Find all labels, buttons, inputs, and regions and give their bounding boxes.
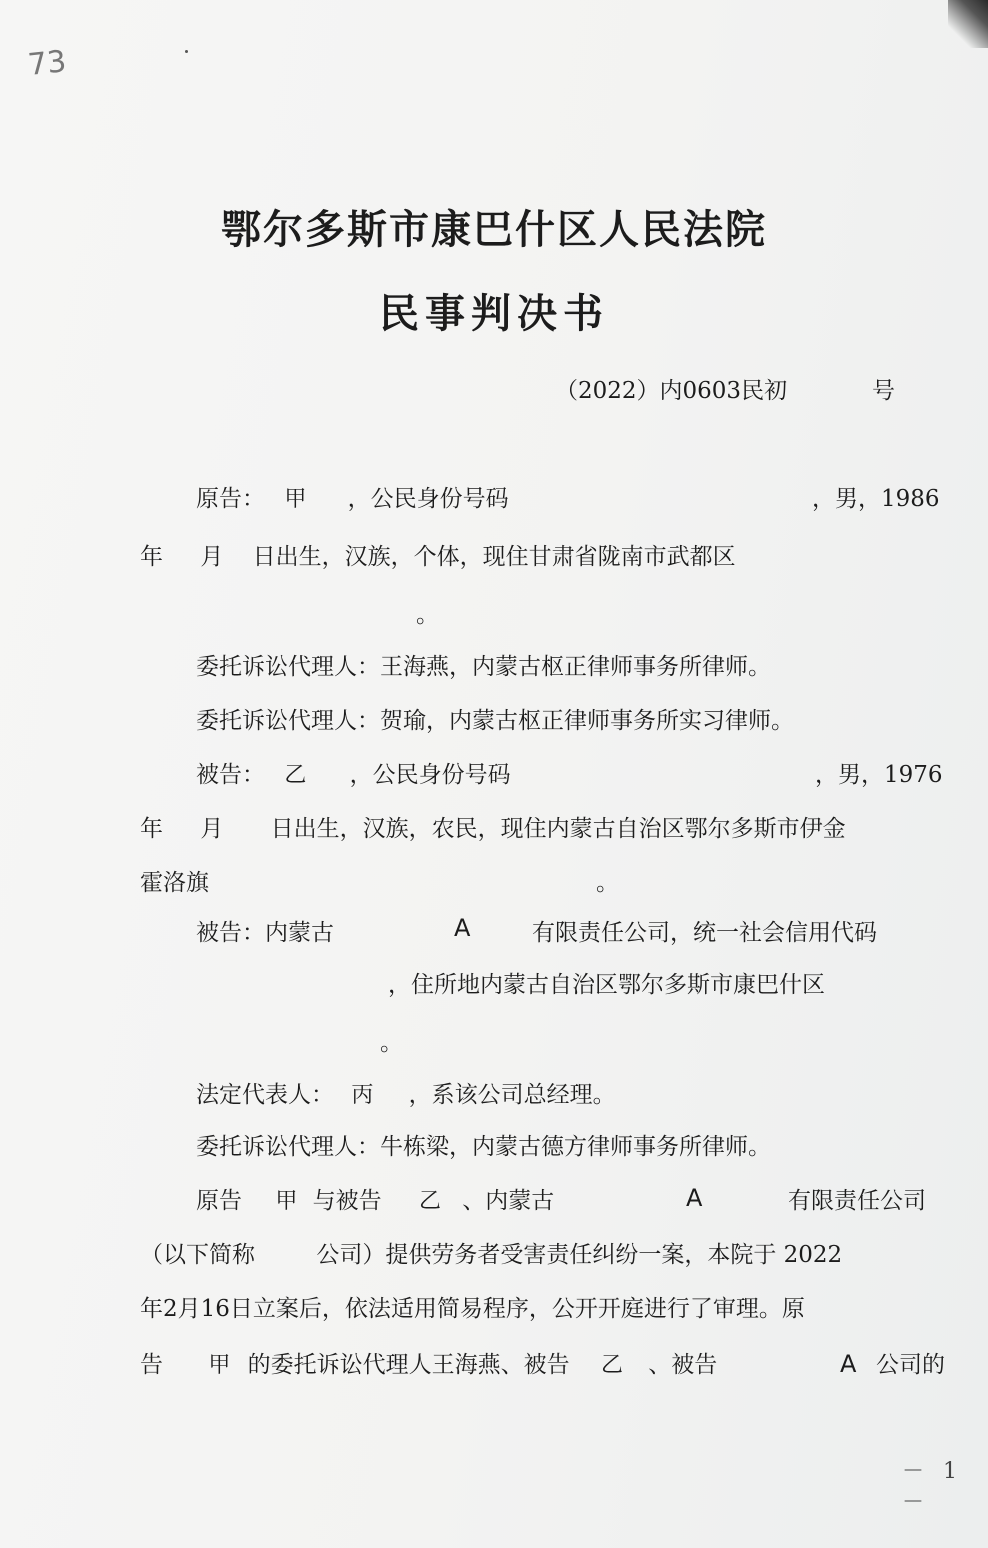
defendant1-label: 被告： [196, 762, 265, 788]
plaintiff-line-1 [196, 480, 509, 513]
defendant2-label: 被告：内蒙古 [196, 920, 334, 946]
document-type-title: 民事判决书 [379, 290, 609, 337]
defendant1-month: 月 [200, 816, 224, 842]
body-name-defendant2: A [686, 1184, 703, 1212]
page-corner-shadow [948, 0, 988, 48]
defendant1-name: 乙 [284, 763, 307, 788]
plaintiff-agent-2: 委托诉讼代理人：贺瑜，内蒙古枢正律师事务所实习律师。 [196, 708, 794, 734]
case-number-text: （2022）内0603民初 [555, 378, 788, 404]
body-line-3: 年2月16日立案后，依法适用简易程序，公开开庭进行了审理。原 [140, 1296, 805, 1322]
defendant2-line-1 [196, 914, 334, 947]
body-l4-name3: A [840, 1350, 857, 1378]
defendant1-end: 。 [596, 870, 619, 896]
defendant1-id-label: ，公民身份号码 [349, 762, 511, 788]
body-plaintiff-word: 原告 [196, 1188, 242, 1214]
defendant-agent: 委托诉讼代理人：牛栋梁，内蒙古德方律师事务所律师。 [196, 1134, 771, 1160]
legal-rep-name: 丙 [351, 1083, 374, 1108]
defendant2-detail: 有限责任公司，统一社会信用代码 [532, 920, 877, 946]
case-number [555, 372, 895, 405]
body-l4-name2: 乙 [600, 1353, 623, 1378]
plaintiff-name: 甲 [284, 487, 307, 512]
plaintiff-year: 年 [140, 544, 163, 570]
legal-rep-line [196, 1076, 616, 1109]
body-l4-end: 公司的 [876, 1352, 945, 1378]
body-gao: 告 [140, 1352, 163, 1378]
plaintiff-end: 。 [416, 602, 439, 628]
defendant1-address-cont: 霍洛旗 [140, 870, 209, 896]
body-case-text: 公司）提供劳务者受害责任纠纷一案，本院于 2022 [316, 1242, 843, 1268]
defendant1-detail: 日出生，汉族，农民，现住内蒙古自治区鄂尔多斯市伊金 [270, 816, 846, 842]
defendant1-line-2 [140, 810, 846, 843]
defendant2-name: A [454, 914, 471, 942]
body-name-defendant1: 乙 [418, 1189, 441, 1214]
body-line-4 [140, 1346, 717, 1379]
body-company-suffix: 有限责任公司 [788, 1188, 926, 1214]
defendant1-year: 年 [140, 816, 163, 842]
legal-rep-label: 法定代表人： [196, 1082, 334, 1108]
plaintiff-agent-1: 委托诉讼代理人：王海燕，内蒙古枢正律师事务所律师。 [196, 654, 771, 680]
case-number-suffix: 号 [872, 378, 895, 404]
body-l4-defendant: 、被告 [648, 1352, 718, 1378]
plaintiff-gender: ，男，1986 [812, 486, 940, 512]
plaintiff-detail: 日出生，汉族，个体，现住甘肃省陇南市武都区 [252, 544, 736, 570]
body-and-defendant: 与被告 [312, 1188, 382, 1214]
defendant2-address: ，住所地内蒙古自治区鄂尔多斯市康巴什区 [388, 972, 825, 998]
defendant1-gender: ，男，1976 [815, 762, 943, 788]
plaintiff-month: 月 [200, 544, 224, 570]
defendant1-line-3 [140, 864, 209, 897]
body-l4-agent: 的委托诉讼代理人王海燕、被告 [247, 1352, 570, 1378]
plaintiff-id-label: ，公民身份号码 [347, 486, 509, 512]
body-inner-mongolia: 、内蒙古 [462, 1188, 555, 1214]
defendant2-end: 。 [380, 1030, 403, 1056]
body-abbrev-label: （以下简称 [140, 1242, 255, 1268]
defendant1-line-1 [196, 756, 511, 789]
plaintiff-line-2 [140, 538, 736, 571]
handwritten-margin-note: 73 [26, 44, 68, 83]
plaintiff-label: 原告： [196, 486, 265, 512]
page-number: － 1 － [902, 1459, 963, 1515]
ink-speck [185, 50, 188, 53]
body-line-2 [140, 1236, 842, 1269]
legal-rep-detail: ，系该公司总经理。 [408, 1082, 616, 1108]
body-line-1a [196, 1182, 554, 1215]
court-name-title: 鄂尔多斯市康巴什区人民法院 [221, 206, 767, 253]
body-name-plaintiff: 甲 [275, 1189, 298, 1214]
body-l4-name1: 甲 [208, 1353, 231, 1378]
